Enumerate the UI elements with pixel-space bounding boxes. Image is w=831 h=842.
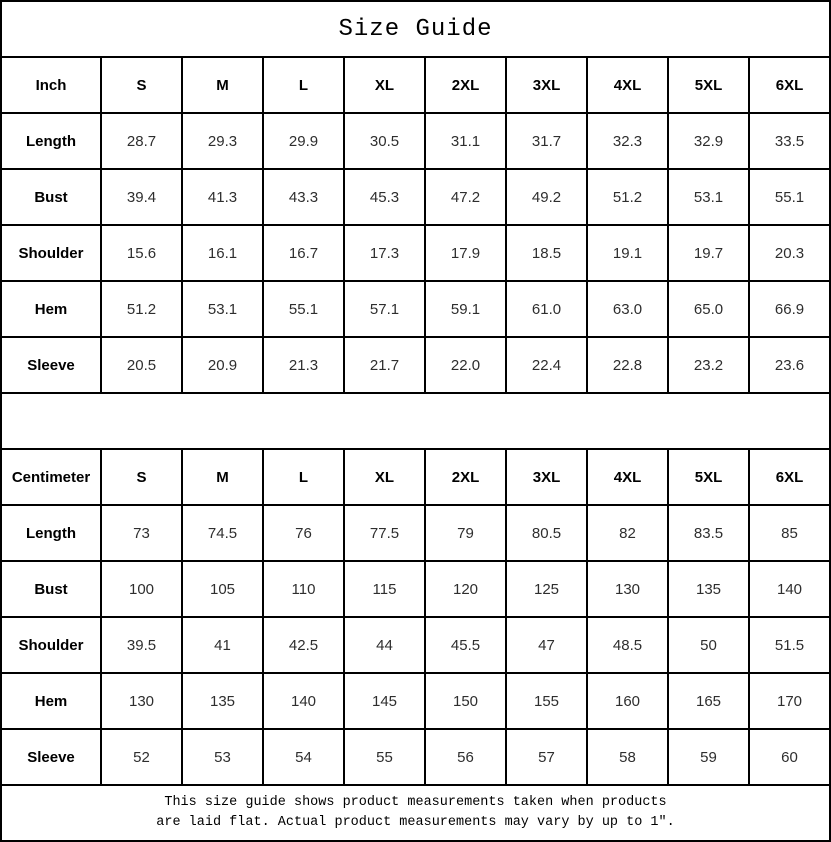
header-cell: 5XL xyxy=(668,57,749,113)
header-cell: 2XL xyxy=(425,57,506,113)
value-cell: 65.0 xyxy=(668,281,749,337)
value-cell: 130 xyxy=(587,561,668,617)
row-label: Shoulder xyxy=(1,617,101,673)
header-cell: 4XL xyxy=(587,449,668,505)
value-cell: 39.5 xyxy=(101,617,182,673)
row-label: Hem xyxy=(1,673,101,729)
title-row xyxy=(1,1,830,57)
value-cell: 16.1 xyxy=(182,225,263,281)
value-cell: 105 xyxy=(182,561,263,617)
value-cell: 125 xyxy=(506,561,587,617)
value-cell: 61.0 xyxy=(506,281,587,337)
value-cell: 47 xyxy=(506,617,587,673)
value-cell: 29.3 xyxy=(182,113,263,169)
header-cell: S xyxy=(101,449,182,505)
value-cell: 52 xyxy=(101,729,182,785)
header-row xyxy=(1,449,830,505)
value-cell: 42.5 xyxy=(263,617,344,673)
value-cell: 77.5 xyxy=(344,505,425,561)
value-cell: 73 xyxy=(101,505,182,561)
header-row xyxy=(1,57,830,113)
value-cell: 53.1 xyxy=(668,169,749,225)
value-cell: 50 xyxy=(668,617,749,673)
value-cell: 155 xyxy=(506,673,587,729)
row-label: Length xyxy=(1,505,101,561)
value-cell: 130 xyxy=(101,673,182,729)
value-cell: 135 xyxy=(668,561,749,617)
value-cell: 41.3 xyxy=(182,169,263,225)
value-cell: 140 xyxy=(263,673,344,729)
table-row xyxy=(1,505,830,561)
value-cell: 16.7 xyxy=(263,225,344,281)
table-row xyxy=(1,281,830,337)
value-cell: 66.9 xyxy=(749,281,830,337)
table-row xyxy=(1,729,830,785)
value-cell: 49.2 xyxy=(506,169,587,225)
spacer-cell xyxy=(1,393,830,449)
value-cell: 57.1 xyxy=(344,281,425,337)
footer-note-line2: are laid flat. Actual product measurements may vary by up to 1″. xyxy=(156,815,675,830)
inch-table-body xyxy=(1,57,830,393)
spacer-section xyxy=(1,393,830,449)
header-cell: 3XL xyxy=(506,449,587,505)
row-label: Bust xyxy=(1,561,101,617)
value-cell: 22.0 xyxy=(425,337,506,393)
value-cell: 150 xyxy=(425,673,506,729)
row-label: Sleeve xyxy=(1,337,101,393)
row-label: Shoulder xyxy=(1,225,101,281)
value-cell: 165 xyxy=(668,673,749,729)
value-cell: 22.8 xyxy=(587,337,668,393)
value-cell: 31.1 xyxy=(425,113,506,169)
value-cell: 53 xyxy=(182,729,263,785)
row-label: Sleeve xyxy=(1,729,101,785)
header-cell: 5XL xyxy=(668,449,749,505)
value-cell: 45.5 xyxy=(425,617,506,673)
row-label: Length xyxy=(1,113,101,169)
value-cell: 51.2 xyxy=(101,281,182,337)
value-cell: 45.3 xyxy=(344,169,425,225)
header-cell: L xyxy=(263,57,344,113)
value-cell: 63.0 xyxy=(587,281,668,337)
row-label: Hem xyxy=(1,281,101,337)
value-cell: 53.1 xyxy=(182,281,263,337)
value-cell: 33.5 xyxy=(749,113,830,169)
header-cell: L xyxy=(263,449,344,505)
value-cell: 43.3 xyxy=(263,169,344,225)
value-cell: 135 xyxy=(182,673,263,729)
value-cell: 55 xyxy=(344,729,425,785)
value-cell: 160 xyxy=(587,673,668,729)
table-row xyxy=(1,673,830,729)
value-cell: 110 xyxy=(263,561,344,617)
value-cell: 80.5 xyxy=(506,505,587,561)
value-cell: 76 xyxy=(263,505,344,561)
value-cell: 41 xyxy=(182,617,263,673)
value-cell: 32.3 xyxy=(587,113,668,169)
value-cell: 56 xyxy=(425,729,506,785)
table-row xyxy=(1,561,830,617)
value-cell: 31.7 xyxy=(506,113,587,169)
value-cell: 82 xyxy=(587,505,668,561)
header-cell: XL xyxy=(344,449,425,505)
header-cell: XL xyxy=(344,57,425,113)
page-title: Size Guide xyxy=(1,1,830,57)
value-cell: 19.1 xyxy=(587,225,668,281)
value-cell: 20.3 xyxy=(749,225,830,281)
value-cell: 58 xyxy=(587,729,668,785)
header-cell: Centimeter xyxy=(1,449,101,505)
value-cell: 145 xyxy=(344,673,425,729)
value-cell: 20.9 xyxy=(182,337,263,393)
value-cell: 21.7 xyxy=(344,337,425,393)
table-row xyxy=(1,337,830,393)
header-cell: 3XL xyxy=(506,57,587,113)
value-cell: 115 xyxy=(344,561,425,617)
row-label: Bust xyxy=(1,169,101,225)
value-cell: 30.5 xyxy=(344,113,425,169)
value-cell: 28.7 xyxy=(101,113,182,169)
value-cell: 83.5 xyxy=(668,505,749,561)
value-cell: 59.1 xyxy=(425,281,506,337)
header-cell: Inch xyxy=(1,57,101,113)
table-row xyxy=(1,617,830,673)
footer-row xyxy=(1,785,830,841)
value-cell: 19.7 xyxy=(668,225,749,281)
value-cell: 55.1 xyxy=(749,169,830,225)
header-cell: 4XL xyxy=(587,57,668,113)
value-cell: 32.9 xyxy=(668,113,749,169)
value-cell: 74.5 xyxy=(182,505,263,561)
value-cell: 51.5 xyxy=(749,617,830,673)
header-cell: 2XL xyxy=(425,449,506,505)
table-row xyxy=(1,225,830,281)
footer-note xyxy=(1,785,830,841)
value-cell: 20.5 xyxy=(101,337,182,393)
value-cell: 60 xyxy=(749,729,830,785)
value-cell: 22.4 xyxy=(506,337,587,393)
value-cell: 23.2 xyxy=(668,337,749,393)
footer-section xyxy=(1,785,830,841)
value-cell: 100 xyxy=(101,561,182,617)
value-cell: 57 xyxy=(506,729,587,785)
value-cell: 15.6 xyxy=(101,225,182,281)
value-cell: 47.2 xyxy=(425,169,506,225)
value-cell: 54 xyxy=(263,729,344,785)
value-cell: 39.4 xyxy=(101,169,182,225)
value-cell: 51.2 xyxy=(587,169,668,225)
value-cell: 44 xyxy=(344,617,425,673)
header-cell: 6XL xyxy=(749,449,830,505)
header-cell: M xyxy=(182,449,263,505)
value-cell: 79 xyxy=(425,505,506,561)
table-row xyxy=(1,169,830,225)
value-cell: 17.3 xyxy=(344,225,425,281)
value-cell: 85 xyxy=(749,505,830,561)
header-cell: M xyxy=(182,57,263,113)
value-cell: 17.9 xyxy=(425,225,506,281)
spacer-row xyxy=(1,393,830,449)
value-cell: 29.9 xyxy=(263,113,344,169)
value-cell: 140 xyxy=(749,561,830,617)
value-cell: 170 xyxy=(749,673,830,729)
value-cell: 21.3 xyxy=(263,337,344,393)
footer-note-line1: This size guide shows product measurements taken when products xyxy=(164,795,667,810)
centimeter-table-body xyxy=(1,449,830,785)
value-cell: 48.5 xyxy=(587,617,668,673)
value-cell: 55.1 xyxy=(263,281,344,337)
table-row xyxy=(1,113,830,169)
header-cell: S xyxy=(101,57,182,113)
header-cell: 6XL xyxy=(749,57,830,113)
value-cell: 23.6 xyxy=(749,337,830,393)
value-cell: 59 xyxy=(668,729,749,785)
value-cell: 18.5 xyxy=(506,225,587,281)
title-section xyxy=(1,1,830,57)
value-cell: 120 xyxy=(425,561,506,617)
